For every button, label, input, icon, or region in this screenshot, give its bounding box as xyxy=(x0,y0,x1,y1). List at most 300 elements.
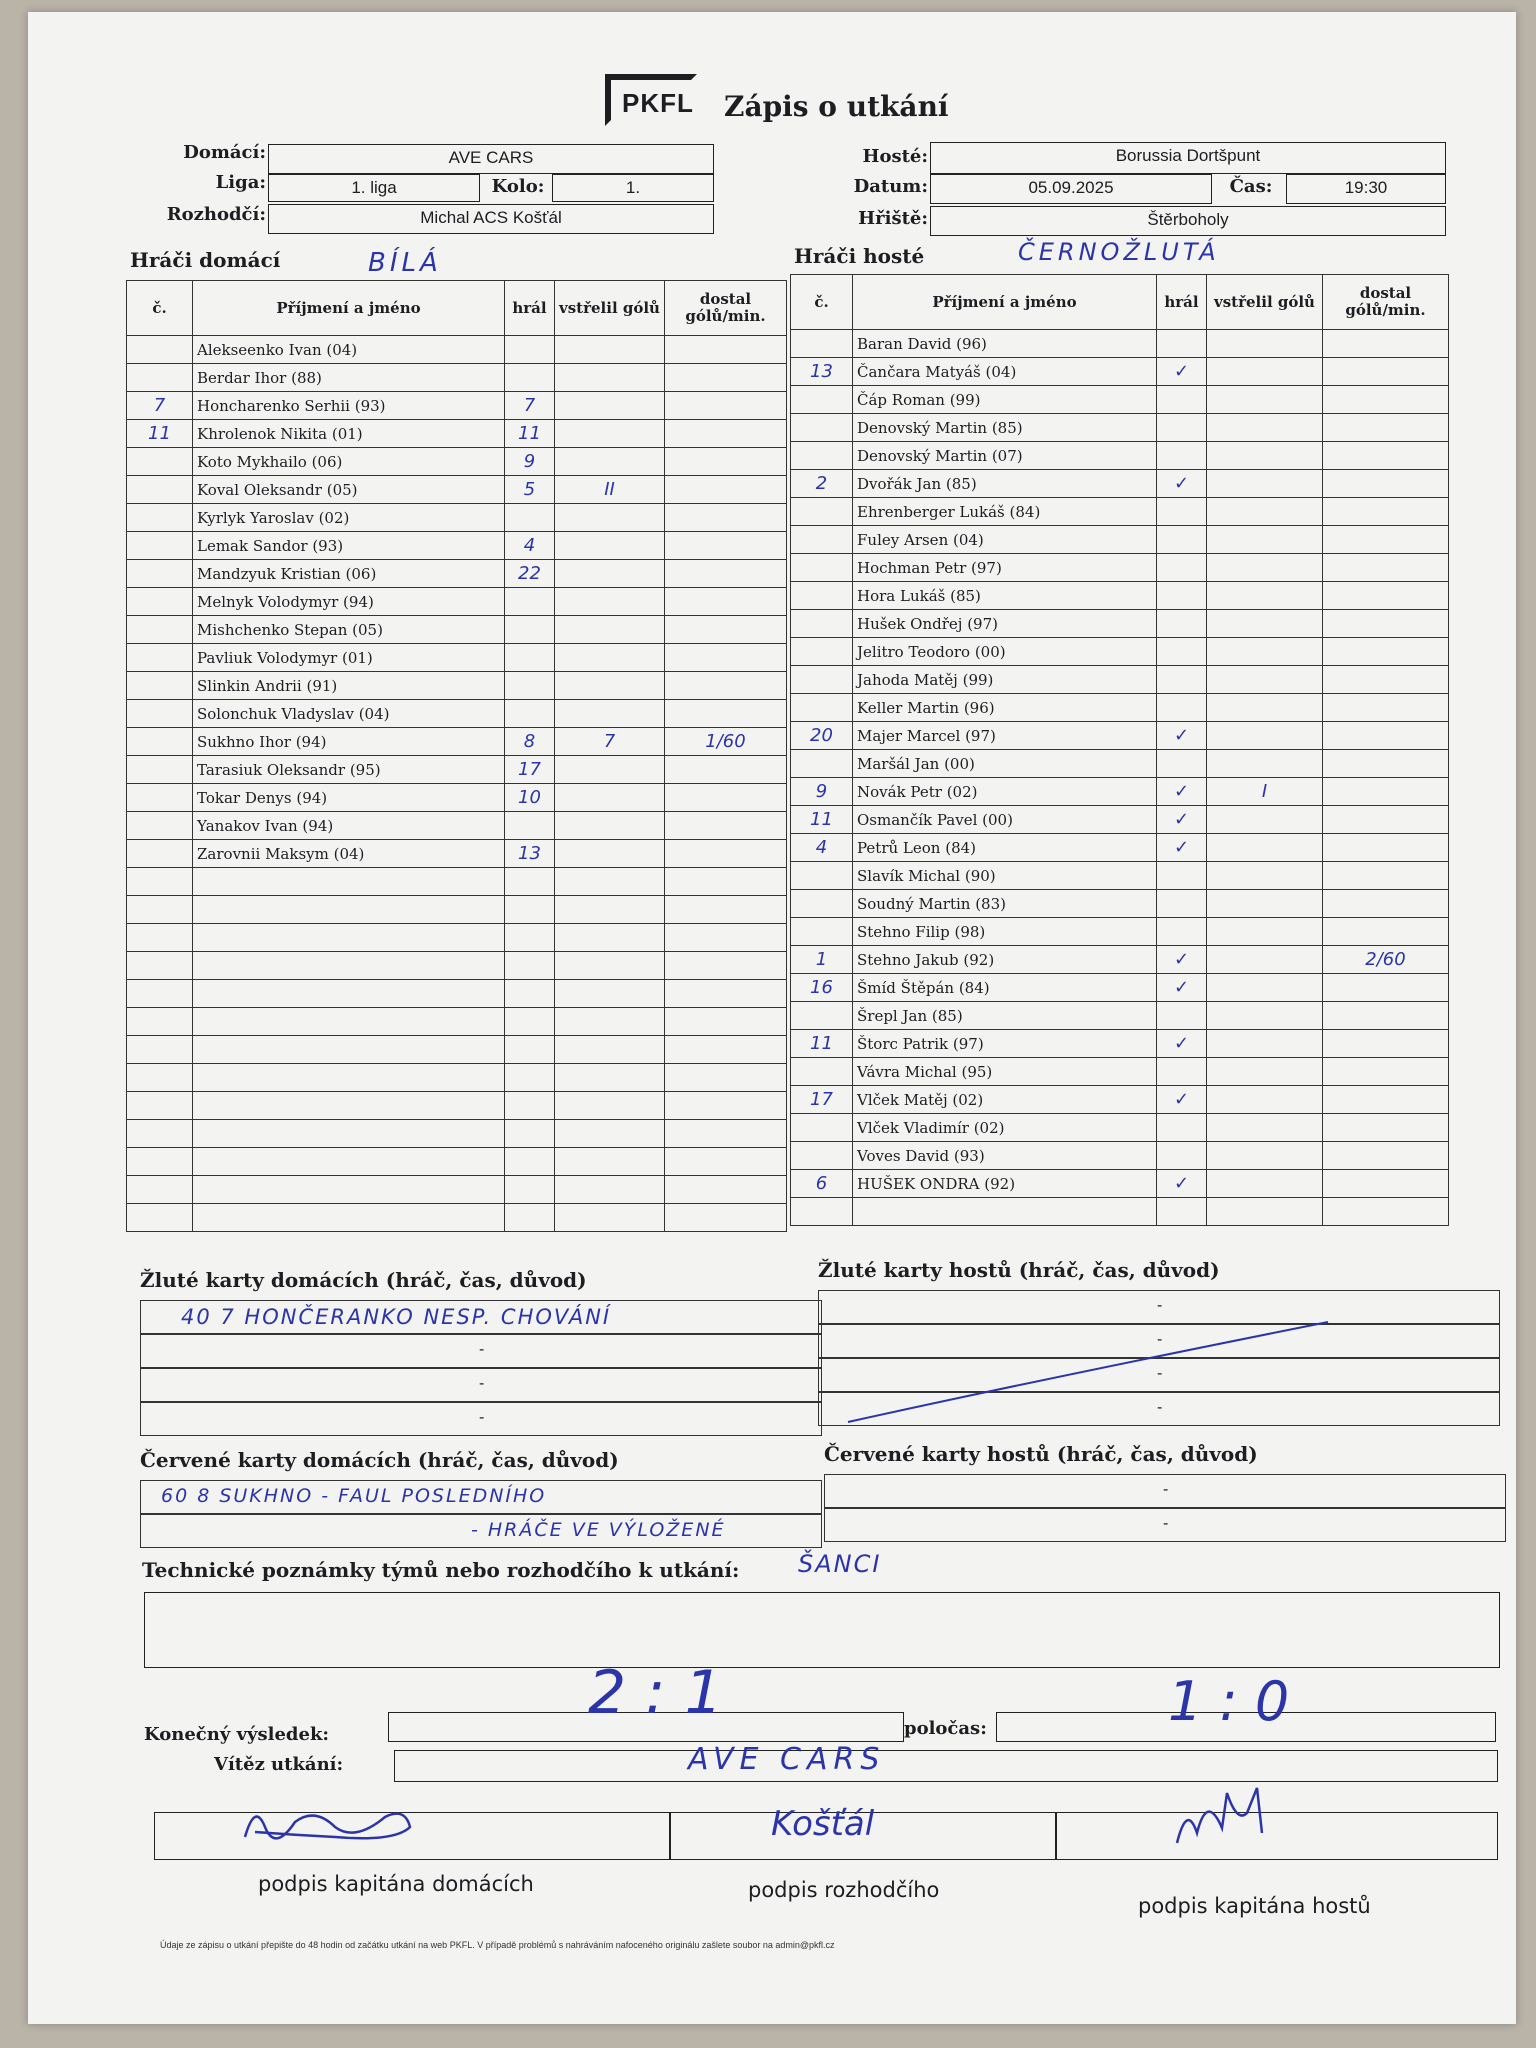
player-played xyxy=(1157,1142,1207,1170)
player-played xyxy=(505,700,555,728)
red-home-title: Červené karty domácích (hráč, čas, důvod) xyxy=(140,1448,619,1472)
player-conceded xyxy=(665,1036,787,1064)
player-number xyxy=(127,644,193,672)
player-played: 9 xyxy=(505,448,555,476)
player-conceded xyxy=(665,1148,787,1176)
player-name: Hušek Ondřej (97) xyxy=(853,610,1157,638)
away-player-row xyxy=(791,918,1449,946)
player-goals xyxy=(1207,1114,1323,1142)
player-goals xyxy=(555,756,665,784)
home-player-row xyxy=(127,868,787,896)
player-number xyxy=(127,700,193,728)
player-number: 7 xyxy=(127,392,193,420)
player-goals xyxy=(555,1148,665,1176)
player-goals xyxy=(555,448,665,476)
yellow-home-entry: 40 7 HONČERANKO NESP. CHOVÁNÍ xyxy=(181,1305,612,1329)
player-goals xyxy=(1207,1002,1323,1030)
player-name: Tarasiuk Oleksandr (95) xyxy=(193,756,505,784)
away-player-row xyxy=(791,862,1449,890)
away-player-row xyxy=(791,358,1449,386)
away-table-header xyxy=(791,275,1449,330)
player-goals xyxy=(1207,1086,1323,1114)
player-conceded xyxy=(665,784,787,812)
player-number xyxy=(127,896,193,924)
player-conceded xyxy=(665,980,787,1008)
date-field xyxy=(930,174,1212,204)
player-number xyxy=(127,616,193,644)
player-number xyxy=(127,448,193,476)
player-name: Denovský Martin (85) xyxy=(853,414,1157,442)
col-name: Příjmení a jméno xyxy=(853,275,1157,330)
red-away-row-2 xyxy=(824,1508,1506,1542)
home-captain-signature xyxy=(235,1797,415,1847)
player-played: 22 xyxy=(505,560,555,588)
player-name: Melnyk Volodymyr (94) xyxy=(193,588,505,616)
player-played xyxy=(505,644,555,672)
player-conceded xyxy=(1323,834,1449,862)
pitch-value: Štěrboholy xyxy=(1147,210,1229,229)
away-player-row xyxy=(791,498,1449,526)
player-played xyxy=(505,952,555,980)
player-number xyxy=(127,336,193,364)
league-field xyxy=(268,174,480,202)
referee-signature: Košťál xyxy=(771,1804,875,1844)
player-conceded xyxy=(665,448,787,476)
player-number xyxy=(791,918,853,946)
player-name: Vávra Michal (95) xyxy=(853,1058,1157,1086)
player-number: 16 xyxy=(791,974,853,1002)
player-number xyxy=(791,330,853,358)
yellow-home-row-3 xyxy=(140,1368,822,1402)
player-played xyxy=(505,896,555,924)
player-number xyxy=(127,1204,193,1232)
player-number: 13 xyxy=(791,358,853,386)
home-player-row xyxy=(127,1120,787,1148)
home-player-row xyxy=(127,924,787,952)
away-captain-signature-field xyxy=(1056,1812,1498,1860)
player-played xyxy=(1157,750,1207,778)
home-player-row xyxy=(127,1092,787,1120)
dash: - xyxy=(1157,1331,1163,1348)
home-player-row xyxy=(127,1176,787,1204)
player-goals xyxy=(555,700,665,728)
player-number xyxy=(791,750,853,778)
player-played xyxy=(1157,442,1207,470)
player-name: Majer Marcel (97) xyxy=(853,722,1157,750)
col-played: hrál xyxy=(505,281,555,336)
player-name xyxy=(193,924,505,952)
player-goals xyxy=(1207,638,1323,666)
guests-field xyxy=(930,142,1446,174)
home-player-row xyxy=(127,672,787,700)
player-conceded xyxy=(1323,330,1449,358)
player-name xyxy=(193,1036,505,1064)
player-name xyxy=(193,896,505,924)
player-played xyxy=(1157,638,1207,666)
player-played: ✓ xyxy=(1157,778,1207,806)
home-player-row xyxy=(127,784,787,812)
player-conceded xyxy=(1323,498,1449,526)
date-label: Datum: xyxy=(853,176,928,197)
player-name: Zarovnii Maksym (04) xyxy=(193,840,505,868)
player-played xyxy=(1157,414,1207,442)
player-number xyxy=(127,476,193,504)
player-conceded xyxy=(665,812,787,840)
player-number xyxy=(791,1142,853,1170)
player-name xyxy=(193,868,505,896)
player-name: Štorc Patrik (97) xyxy=(853,1030,1157,1058)
away-player-row xyxy=(791,582,1449,610)
away-player-row xyxy=(791,1114,1449,1142)
player-goals xyxy=(555,812,665,840)
dash: - xyxy=(1157,1297,1163,1314)
player-goals xyxy=(555,1092,665,1120)
player-goals xyxy=(555,532,665,560)
player-played xyxy=(505,1204,555,1232)
player-goals xyxy=(555,336,665,364)
away-player-row xyxy=(791,1002,1449,1030)
referee-value: Michal ACS Košťál xyxy=(420,208,562,227)
player-conceded xyxy=(665,1204,787,1232)
player-conceded xyxy=(1323,386,1449,414)
away-player-row xyxy=(791,554,1449,582)
yellow-away-title: Žluté karty hostů (hráč, čas, důvod) xyxy=(818,1258,1220,1282)
player-conceded xyxy=(1323,1170,1449,1198)
player-number: 4 xyxy=(791,834,853,862)
player-number: 6 xyxy=(791,1170,853,1198)
player-number xyxy=(127,560,193,588)
player-name: Sukhno Ihor (94) xyxy=(193,728,505,756)
player-conceded: 1/60 xyxy=(665,728,787,756)
player-goals xyxy=(1207,554,1323,582)
away-player-row xyxy=(791,834,1449,862)
player-number xyxy=(127,924,193,952)
winner-value: AVE CARS xyxy=(688,1742,886,1777)
away-player-row xyxy=(791,750,1449,778)
player-name: Pavliuk Volodymyr (01) xyxy=(193,644,505,672)
player-goals xyxy=(555,1008,665,1036)
player-name: Dvořák Jan (85) xyxy=(853,470,1157,498)
player-number xyxy=(791,1114,853,1142)
player-conceded xyxy=(1323,694,1449,722)
player-name: Hochman Petr (97) xyxy=(853,554,1157,582)
player-conceded xyxy=(1323,1030,1449,1058)
home-player-row xyxy=(127,476,787,504)
player-number xyxy=(127,588,193,616)
player-number xyxy=(791,498,853,526)
player-conceded xyxy=(665,924,787,952)
home-player-row xyxy=(127,532,787,560)
player-played xyxy=(505,1036,555,1064)
player-conceded xyxy=(1323,750,1449,778)
away-player-row xyxy=(791,890,1449,918)
player-name xyxy=(193,1176,505,1204)
player-name: Čančara Matyáš (04) xyxy=(853,358,1157,386)
player-goals xyxy=(1207,582,1323,610)
dash: - xyxy=(1157,1365,1163,1382)
player-name: Baran David (96) xyxy=(853,330,1157,358)
player-conceded xyxy=(665,1092,787,1120)
league-label: Liga: xyxy=(215,172,266,193)
player-conceded xyxy=(1323,862,1449,890)
player-name: Mishchenko Stepan (05) xyxy=(193,616,505,644)
player-played: 10 xyxy=(505,784,555,812)
away-player-row xyxy=(791,778,1449,806)
player-number xyxy=(127,1036,193,1064)
player-goals xyxy=(555,980,665,1008)
player-conceded xyxy=(1323,526,1449,554)
player-number xyxy=(127,952,193,980)
player-number xyxy=(791,862,853,890)
player-goals xyxy=(1207,1170,1323,1198)
time-field xyxy=(1286,174,1446,204)
player-goals xyxy=(555,672,665,700)
player-conceded xyxy=(665,364,787,392)
player-number: 11 xyxy=(127,420,193,448)
player-conceded xyxy=(665,1008,787,1036)
player-name: Stehno Jakub (92) xyxy=(853,946,1157,974)
player-name: Voves David (93) xyxy=(853,1142,1157,1170)
player-played xyxy=(1157,862,1207,890)
player-name: Berdar Ihor (88) xyxy=(193,364,505,392)
player-name xyxy=(193,980,505,1008)
player-played xyxy=(505,980,555,1008)
player-played xyxy=(1157,526,1207,554)
player-goals xyxy=(1207,806,1323,834)
player-played xyxy=(505,1148,555,1176)
player-conceded xyxy=(1323,638,1449,666)
player-played xyxy=(1157,1198,1207,1226)
player-number xyxy=(791,414,853,442)
round-value: 1. xyxy=(625,178,641,197)
away-player-row xyxy=(791,694,1449,722)
home-player-row xyxy=(127,728,787,756)
player-played: ✓ xyxy=(1157,470,1207,498)
guests-value: Borussia Dortšpunt xyxy=(1115,146,1261,165)
notes-field xyxy=(144,1592,1500,1668)
player-name: Čáp Roman (99) xyxy=(853,386,1157,414)
home-captain-signature-field xyxy=(154,1812,670,1860)
player-conceded xyxy=(1323,1114,1449,1142)
player-name: Alekseenko Ivan (04) xyxy=(193,336,505,364)
player-conceded xyxy=(665,560,787,588)
away-player-row xyxy=(791,1058,1449,1086)
player-played xyxy=(1157,330,1207,358)
player-goals xyxy=(1207,1198,1323,1226)
away-player-row xyxy=(791,470,1449,498)
player-number xyxy=(791,1198,853,1226)
player-goals xyxy=(555,784,665,812)
player-number: 17 xyxy=(791,1086,853,1114)
player-played xyxy=(1157,498,1207,526)
player-played xyxy=(505,336,555,364)
player-conceded xyxy=(1323,554,1449,582)
player-conceded xyxy=(1323,1198,1449,1226)
player-conceded xyxy=(665,756,787,784)
winner-field xyxy=(394,1750,1498,1782)
player-name: Honcharenko Serhii (93) xyxy=(193,392,505,420)
dash: - xyxy=(1163,1515,1169,1532)
player-conceded xyxy=(1323,722,1449,750)
player-conceded xyxy=(665,1064,787,1092)
player-conceded: 2/60 xyxy=(1323,946,1449,974)
player-number xyxy=(127,1092,193,1120)
player-name xyxy=(193,1008,505,1036)
player-goals xyxy=(555,1204,665,1232)
player-number xyxy=(127,812,193,840)
player-number xyxy=(791,890,853,918)
player-goals: I xyxy=(1207,778,1323,806)
player-number xyxy=(791,1058,853,1086)
final-result-value: 2 : 1 xyxy=(588,1658,723,1728)
red-away-title: Červené karty hostů (hráč, čas, důvod) xyxy=(824,1442,1258,1466)
player-conceded xyxy=(665,840,787,868)
col-played: hrál xyxy=(1157,275,1207,330)
home-players-title: Hráči domácí xyxy=(130,248,281,272)
player-goals xyxy=(1207,526,1323,554)
home-player-row xyxy=(127,812,787,840)
player-number xyxy=(791,582,853,610)
player-conceded xyxy=(1323,1002,1449,1030)
red-home-row-1 xyxy=(140,1480,822,1514)
away-player-row xyxy=(791,1030,1449,1058)
player-name: Novák Petr (02) xyxy=(853,778,1157,806)
player-name: Stehno Filip (98) xyxy=(853,918,1157,946)
player-played: 5 xyxy=(505,476,555,504)
home-player-row xyxy=(127,756,787,784)
home-player-row xyxy=(127,1008,787,1036)
away-player-row xyxy=(791,1086,1449,1114)
player-name: Yanakov Ivan (94) xyxy=(193,812,505,840)
player-name: Maršál Jan (00) xyxy=(853,750,1157,778)
round-label: Kolo: xyxy=(491,176,545,197)
player-goals xyxy=(1207,386,1323,414)
guests-label: Hosté: xyxy=(862,146,928,167)
player-played xyxy=(1157,1002,1207,1030)
time-label: Čas: xyxy=(1229,176,1273,197)
player-number xyxy=(127,868,193,896)
player-number xyxy=(791,666,853,694)
player-goals: II xyxy=(555,476,665,504)
col-name: Příjmení a jméno xyxy=(193,281,505,336)
winner-label: Vítěz utkání: xyxy=(214,1754,344,1775)
player-played: ✓ xyxy=(1157,974,1207,1002)
dash: - xyxy=(479,1375,485,1392)
player-conceded xyxy=(1323,1086,1449,1114)
home-player-row xyxy=(127,952,787,980)
player-conceded xyxy=(1323,1058,1449,1086)
player-goals xyxy=(1207,834,1323,862)
footnote: Údaje ze zápisu o utkání přepište do 48 hodin od začátku utkání na web PKFL. V případě problémů s nahráváním nafoceného originálu zašlete soubor na admin@pkfl.cz xyxy=(160,1940,835,1950)
player-played xyxy=(1157,1058,1207,1086)
player-played: 8 xyxy=(505,728,555,756)
player-goals xyxy=(1207,414,1323,442)
away-player-row xyxy=(791,666,1449,694)
player-number xyxy=(791,554,853,582)
player-number xyxy=(791,638,853,666)
player-played: ✓ xyxy=(1157,834,1207,862)
home-player-row xyxy=(127,644,787,672)
pitch-field xyxy=(930,206,1446,236)
referee-field xyxy=(268,204,714,234)
player-played: ✓ xyxy=(1157,722,1207,750)
referee-signature-field xyxy=(670,1804,1056,1860)
pkfl-logo: PKFL xyxy=(622,88,694,118)
match-report-sheet xyxy=(28,12,1516,2024)
player-played xyxy=(1157,610,1207,638)
home-players-table xyxy=(126,280,787,1232)
player-goals xyxy=(555,364,665,392)
player-played xyxy=(505,924,555,952)
player-number xyxy=(127,728,193,756)
player-number xyxy=(791,694,853,722)
referee-label: Rozhodčí: xyxy=(166,204,266,225)
player-conceded xyxy=(665,616,787,644)
home-player-row xyxy=(127,336,787,364)
player-played xyxy=(505,1092,555,1120)
player-conceded xyxy=(1323,610,1449,638)
home-player-row xyxy=(127,1148,787,1176)
player-number xyxy=(127,1176,193,1204)
player-conceded xyxy=(665,392,787,420)
away-captain-signature-label: podpis kapitána hostů xyxy=(1138,1894,1371,1918)
player-goals xyxy=(555,560,665,588)
player-goals xyxy=(555,588,665,616)
player-conceded xyxy=(1323,1142,1449,1170)
away-captain-signature xyxy=(1167,1783,1287,1853)
player-goals xyxy=(555,1064,665,1092)
player-played: 11 xyxy=(505,420,555,448)
player-goals xyxy=(1207,470,1323,498)
away-player-row xyxy=(791,946,1449,974)
away-player-row xyxy=(791,806,1449,834)
home-player-row xyxy=(127,840,787,868)
player-number xyxy=(127,1008,193,1036)
red-home-entry-2: - HRÁČE VE VÝLOŽENÉ xyxy=(471,1519,726,1541)
player-conceded xyxy=(1323,918,1449,946)
strike-through-line xyxy=(828,1312,1348,1432)
player-number xyxy=(127,980,193,1008)
player-played: ✓ xyxy=(1157,1086,1207,1114)
player-number xyxy=(127,784,193,812)
home-player-row xyxy=(127,980,787,1008)
player-played: ✓ xyxy=(1157,806,1207,834)
player-played xyxy=(1157,554,1207,582)
player-number: 9 xyxy=(791,778,853,806)
player-name xyxy=(193,1092,505,1120)
dash: - xyxy=(479,1341,485,1358)
player-number xyxy=(791,386,853,414)
player-name: Hora Lukáš (85) xyxy=(853,582,1157,610)
player-goals xyxy=(1207,498,1323,526)
player-goals xyxy=(555,1176,665,1204)
player-name: Vlček Vladimír (02) xyxy=(853,1114,1157,1142)
col-conceded: dostal gólů/min. xyxy=(1323,275,1449,330)
player-conceded xyxy=(1323,778,1449,806)
home-team-value: AVE CARS xyxy=(448,148,534,167)
away-player-row xyxy=(791,1142,1449,1170)
player-played xyxy=(505,868,555,896)
red-away-row-1 xyxy=(824,1474,1506,1508)
player-goals xyxy=(555,868,665,896)
player-conceded xyxy=(1323,582,1449,610)
player-goals xyxy=(1207,694,1323,722)
player-goals xyxy=(555,616,665,644)
home-label: Domácí: xyxy=(183,142,266,163)
away-player-row xyxy=(791,638,1449,666)
home-player-row xyxy=(127,392,787,420)
player-name xyxy=(853,1198,1157,1226)
